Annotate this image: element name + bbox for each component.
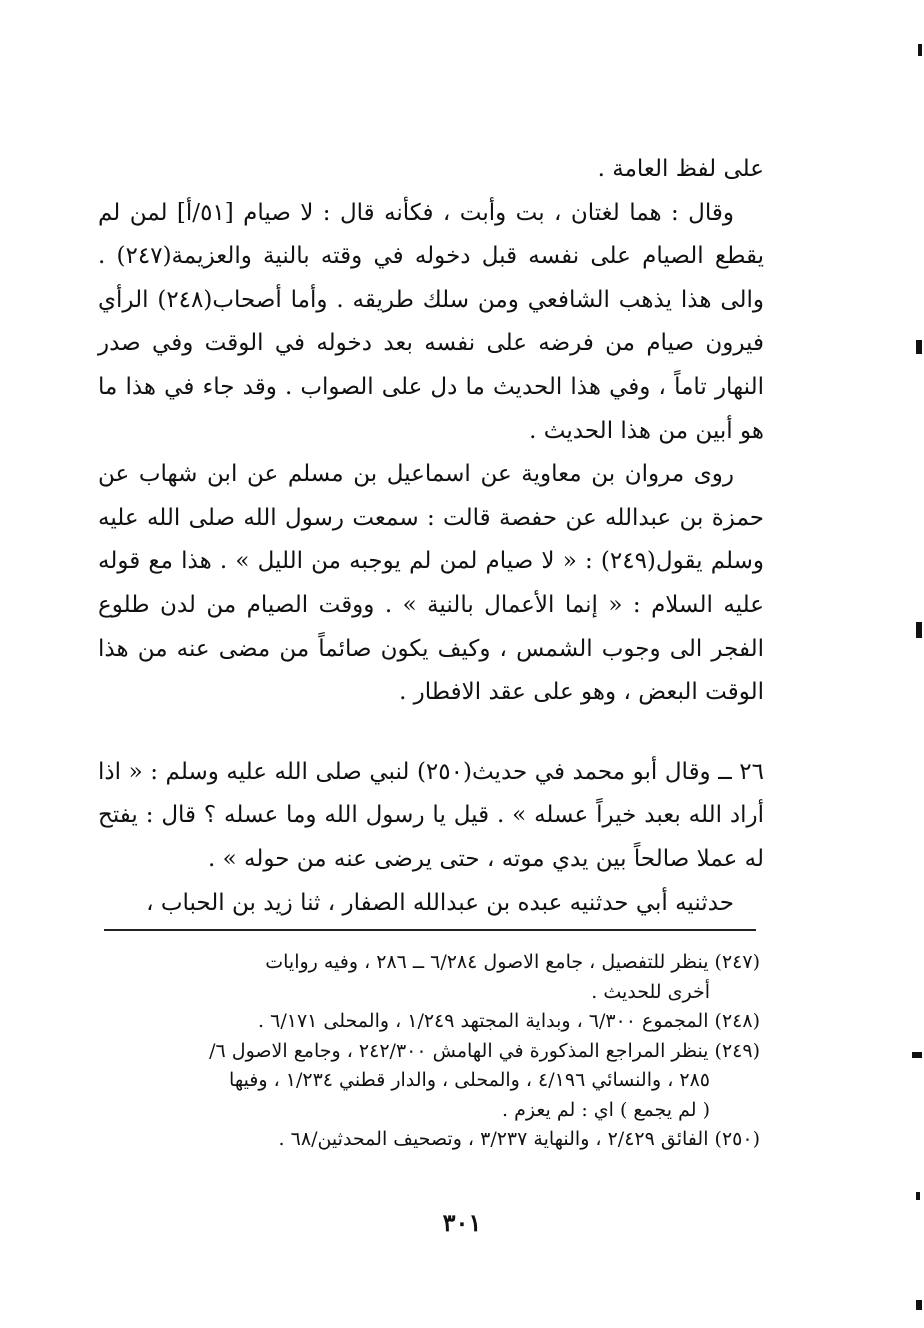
footnote-number: (٢٤٧) — [714, 951, 760, 973]
scan-edge-mark — [918, 44, 922, 56]
footnote-249 — [100, 1037, 760, 1126]
paragraph-marwan-hadith: روى مروان بن معاوية عن اسماعيل بن مسلم عن ابن شهاب عن حمزة بن عبدالله عن حفصة قالت : سمعت رسول الله صلى الله عليه وسلم يقول(٢٤٩) : « لا صيام لمن لم يوجبه من الليل » . هذا مع قوله عليه السلام : « إنما الأعمال بالنية » . ووقت الصيام من لدن طلوع الفجر الى وجوب الشمس ، وكيف يكون صائماً من مضى عنه من هذا الوقت البعض ، وهو على عقد الافطار . — [98, 461, 764, 706]
footnote-text: ينظر المراجع المذكورة في الهامش ٢٤٢/٣٠٠ ، وجامع الاصول ٦/ — [209, 1039, 709, 1062]
footnote-number: (٢٤٩) — [714, 1039, 760, 1062]
footnote-247 — [100, 948, 760, 1007]
footnote-text: الفائق ٢/٤٢٩ ، والنهاية ٣/٢٣٧ ، وتصحيف المحدثين/٦٨ . — [278, 1128, 709, 1150]
footnote-text-continued: ٢٨٥ ، والنسائي ٤/١٩٦ ، والمحلى ، والدار قطني ١/٢٣٤ ، وفيها — [229, 1069, 710, 1091]
footnote-text-continued: ( لم يجمع ) اي : لم يعزم . — [502, 1098, 710, 1121]
footnote-text: ينظر للتفصيل ، جامع الاصول ٦/٢٨٤ ــ ٢٨٦ ، وفيه روايات — [265, 951, 709, 973]
scan-edge-mark — [912, 1052, 922, 1058]
footnotes — [100, 948, 760, 1155]
footnote-text: المجموع ٦/٣٠٠ ، وبداية المجتهد ١/٢٤٩ ، والمحلى ٦/١٧١ . — [258, 1010, 709, 1032]
footnote-248 — [100, 1007, 760, 1037]
footnote-number: (٢٥٠) — [714, 1128, 760, 1150]
scan-edge-mark — [916, 622, 922, 638]
scan-edge-mark — [916, 1192, 920, 1200]
main-text — [98, 148, 764, 925]
paragraph-lughatan: وقال : هما لغتان ، بت وأبت ، فكأنه قال : لا صيام [٥١/أ] لمن لم يقطع الصيام على نفسه قبل دخوله في وقته بالنية والعزيمة(٢٤٧) . والى هذا يذهب الشافعي ومن سلك طريقه . وأما أصحاب(٢٤٨) الرأي فيرون صيام من فرضه على نفسه بعد دخوله في الوقت وفي صدر النهار تاماً ، وفي هذا الحديث ما دل على الصواب . وقد جاء في هذا ما هو أبين من هذا الحديث . — [98, 199, 764, 444]
footnote-separator-rule — [104, 929, 756, 931]
paragraph-continuation: على لفظ العامة . — [597, 156, 764, 182]
paragraph-entry-26: ٢٦ ــ وقال أبو محمد في حديث(٢٥٠) لنبي صلى الله عليه وسلم : « اذا أراد الله بعبد خيراً عسله » . قيل يا رسول الله وما عسله ؟ قال : يفتح له عملا صالحاً بين يدي موته ، حتى يرضى عنه من حوله » . — [98, 758, 764, 872]
footnote-number: (٢٤٨) — [714, 1010, 760, 1032]
footnote-250 — [100, 1125, 760, 1155]
footnote-text-continued: أخرى للحديث . — [591, 980, 710, 1003]
page-number: ٣٠١ — [442, 1208, 482, 1237]
scan-edge-mark — [916, 1300, 922, 1310]
paragraph-isnad: حدثنيه أبي حدثنيه عبده بن عبدالله الصفار ، ثنا زيد بن الحباب ، — [146, 889, 734, 916]
scan-edge-mark — [916, 340, 922, 354]
